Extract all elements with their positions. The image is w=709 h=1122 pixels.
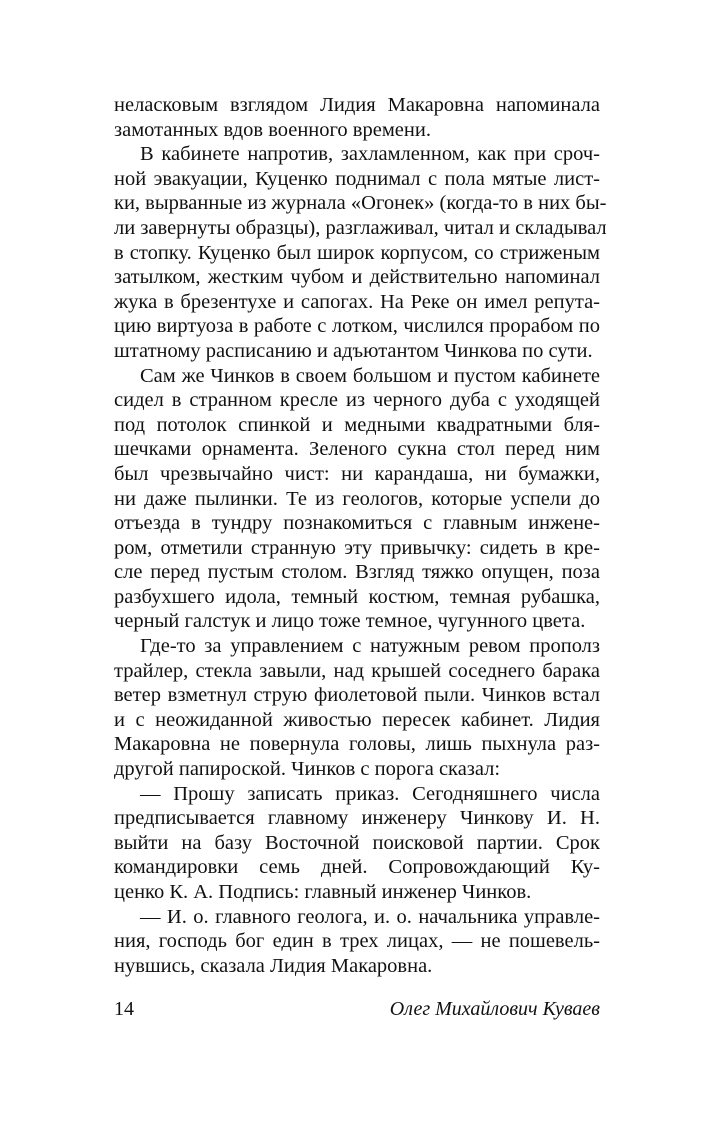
text-line: ценко К. А. Подпись: главный инженер Чинков. (114, 881, 532, 903)
text-line: ветер взметнул струю фиолетовой пыли. Чинков встал (114, 684, 600, 707)
text-line: командировки семь дней. Сопровождающий Ку- (114, 856, 600, 879)
text-line: Где-то за управлением с натужным ревом прополз (140, 635, 600, 658)
text-line: разбухшего идола, темный костюм, темная рубашка, (114, 585, 600, 608)
text-line: ром, отметили странную эту привычку: сидеть в кре- (114, 536, 600, 559)
text-line: другой папироской. Чинков с порога сказал: (114, 758, 501, 781)
text-line: ни даже пылинки. Те из геологов, которые успели до (114, 487, 600, 510)
text-line: предписывается главному инженеру Чинкову И. Н. (114, 807, 600, 830)
text-line: неласковым взглядом Лидия Макаровна напоминала (114, 94, 600, 116)
text-line: ки, вырванные из журнала «Огонек» (когда-то в них бы- (114, 192, 607, 215)
text-line: жука в брезентухе и сапогах. На Реке он имел репута- (114, 290, 600, 313)
text-line: ли завернуты образцы), разглаживал, читал и складывал (114, 216, 607, 239)
text-line: штатному расписанию и адъютантом Чинкова по сути. (114, 339, 593, 362)
running-title: Олег Михайлович Куваев (389, 998, 600, 1020)
text-line: ния, господь бог един в трех лицах, — не пошевель- (114, 930, 600, 953)
text-line: ной эвакуации, Куценко поднимал с пола мятые лист- (114, 167, 600, 190)
text-line: в стопку. Куценко был широк корпусом, со стриженым (114, 241, 600, 264)
text-line: под потолок спинкой и медными квадратными бля- (114, 413, 600, 436)
text-line: нувшись, сказала Лидия Макаровна. (114, 954, 433, 977)
text-line: выйти на базу Восточной поисковой партии. Срок (114, 831, 600, 854)
text-line: замотанных вдов военного времени. (114, 118, 431, 141)
text-line: затылком, жестким чубом и действительно напоминал (114, 266, 600, 289)
page-text (114, 93, 607, 978)
text-line: сидел в странном кресле из черного дуба с уходящей (114, 389, 600, 412)
text-line: — И. о. главного геолога, и. о. начальника управле- (140, 905, 600, 928)
text-line: был чрезвычайно чист: ни карандаша, ни бумажки, (114, 462, 600, 485)
text-line: сле перед пустым столом. Взгляд тяжко опущен, поза (114, 561, 600, 584)
text-line: и с неожиданной живостью пересек кабинет. Лидия (114, 708, 600, 731)
text-line: — Прошу записать приказ. Сегодняшнего числа (140, 782, 600, 805)
text-line: отъезда в тундру познакомиться с главным инжене- (114, 512, 600, 535)
page-number: 14 (114, 998, 134, 1020)
text-line: В кабинете напротив, захламленном, как при сроч- (140, 143, 600, 166)
text-line: шечками орнамента. Зеленого сукна стол перед ним (114, 438, 600, 461)
text-line: Сам же Чинков в своем большом и пустом кабинете (140, 364, 600, 387)
text-line: черный галстук и лицо тоже темное, чугунного цвета. (114, 610, 586, 633)
text-line: трайлер, стекла завыли, над крышей соседнего барака (114, 659, 600, 682)
text-line: Макаровна не повернула головы, лишь пыхнула раз- (114, 733, 600, 756)
page-footer (114, 998, 600, 1026)
text-line: цию виртуоза в работе с лотком, числился прорабом по (114, 315, 600, 338)
